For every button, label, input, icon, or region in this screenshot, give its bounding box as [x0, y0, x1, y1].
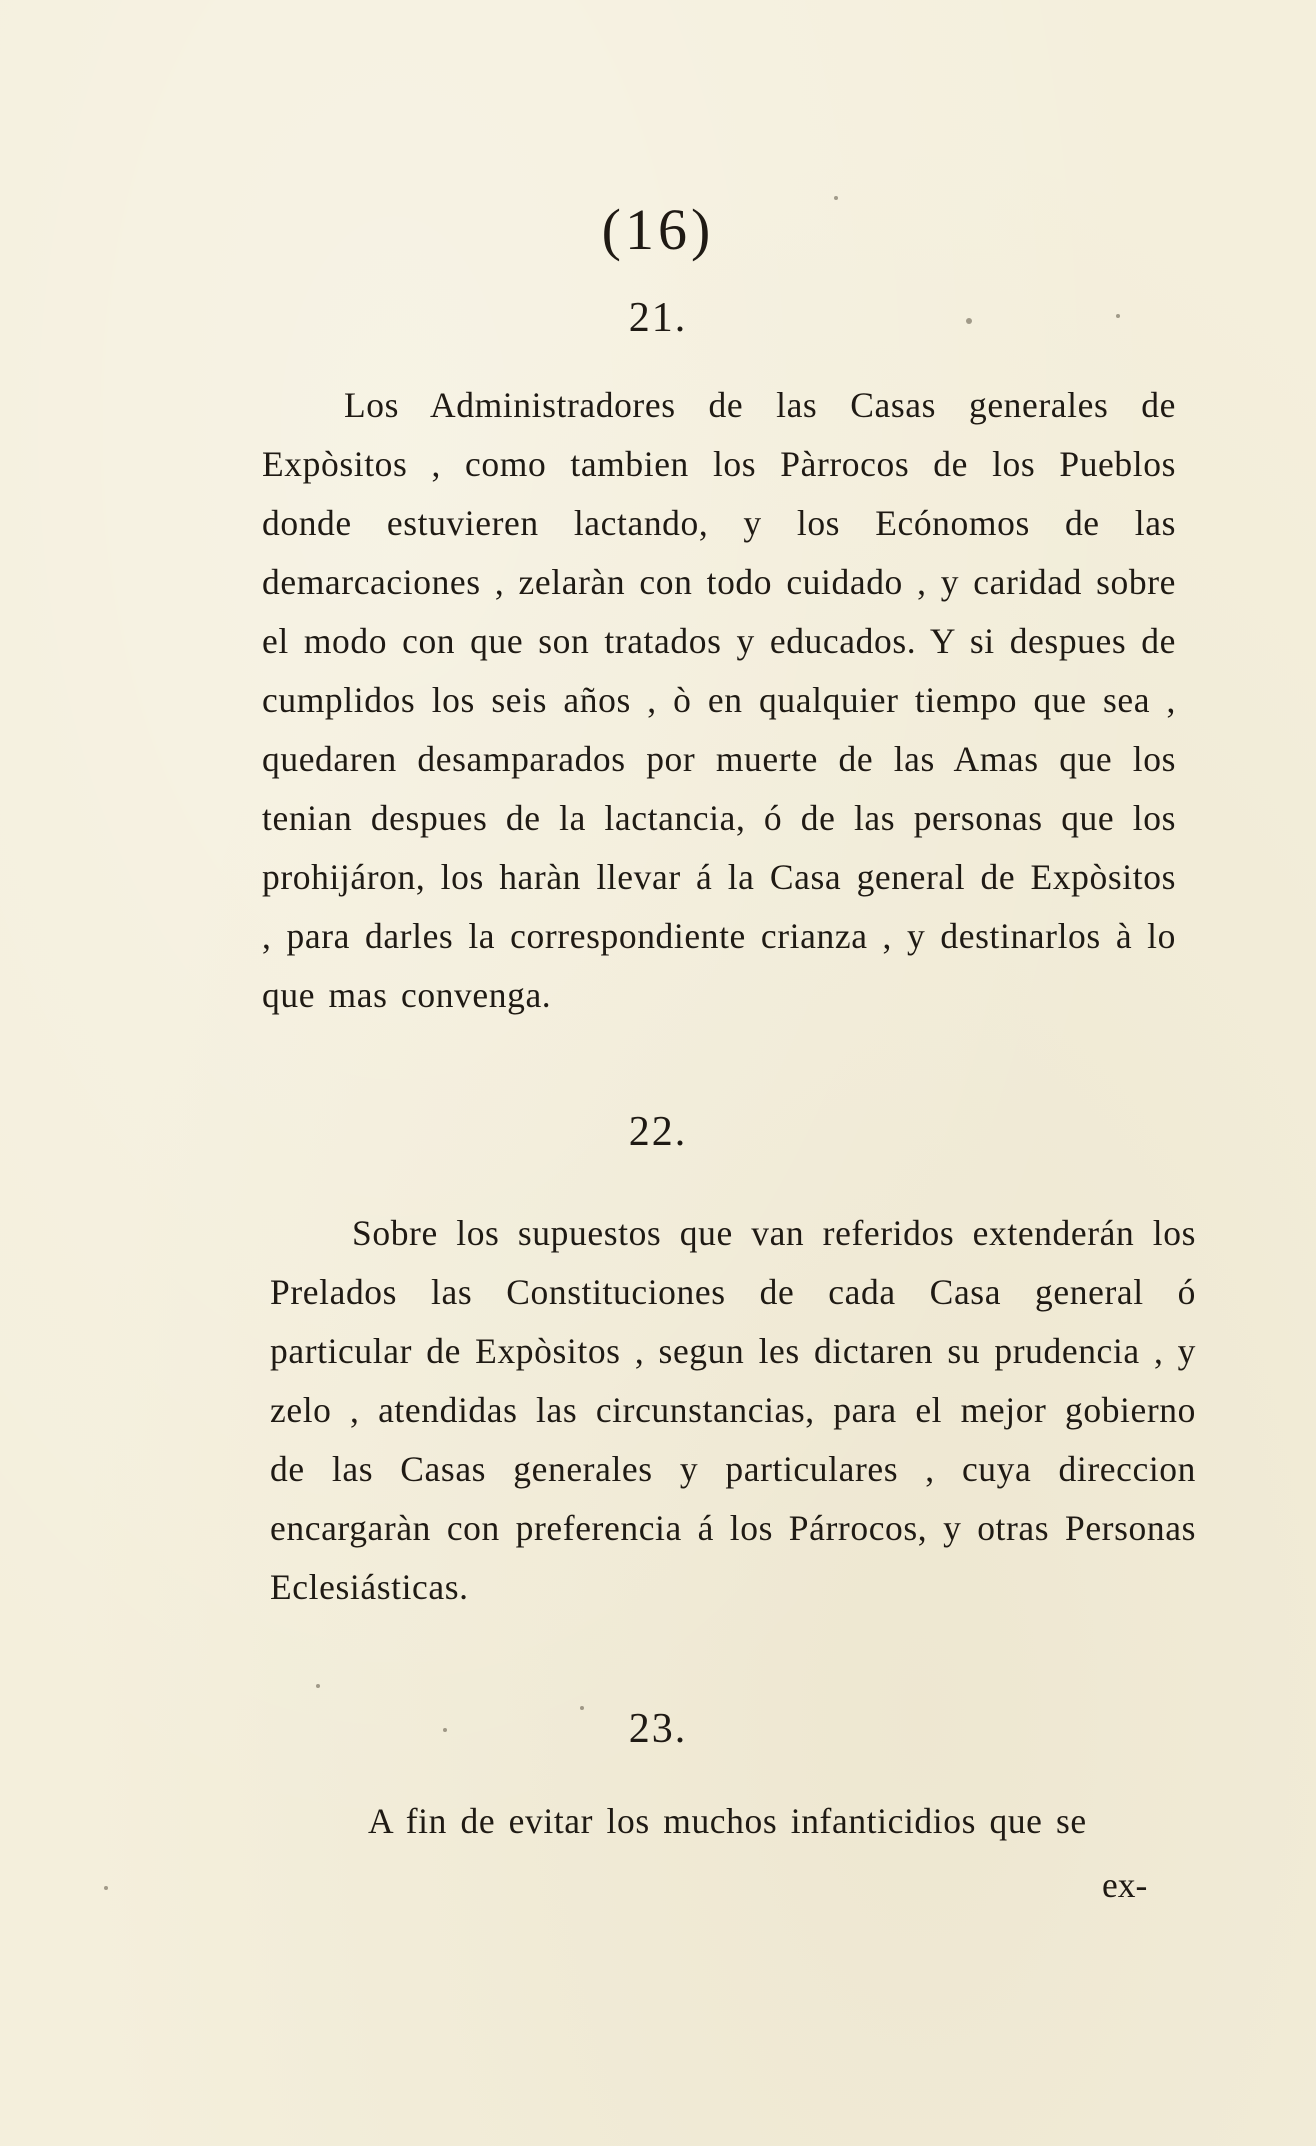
- paper-speck: [834, 196, 838, 200]
- catchword: ex-: [1102, 1865, 1148, 1905]
- paper-speck: [580, 1706, 584, 1710]
- paper-speck: [966, 318, 972, 324]
- page-number: (16): [601, 197, 715, 262]
- paper-speck: [104, 1886, 108, 1890]
- paper-speck: [443, 1728, 447, 1732]
- section-number-23: 23.: [628, 1706, 688, 1752]
- paper-speck: [1116, 314, 1120, 318]
- section-23-paragraph: A fin de evitar los muchos infanticidios que se: [368, 1801, 1087, 1841]
- paper-speck: [316, 1684, 320, 1688]
- section-21-paragraph: Los Administradores de las Casas generales de Expòsitos , como tambien los Pàrrocos de los Pueblos donde estuvieren lactando, y los Ecónomos de las demarcaciones , zelaràn con todo cuidado , y caridad sobre el modo con que son tratados y educados. Y si despues de cumplidos los seis años , ò en qualquier tiempo que sea , quedaren desamparados por muerte de las Amas que los tenian despues de la lactancia, ó de las personas que los prohijáron, los haràn llevar á la Casa general de Expòsitos , para darles la correspondiente crianza , y destinarlos à lo que mas convenga.: [262, 385, 1176, 1015]
- section-number-22: 22.: [628, 1109, 688, 1155]
- section-number-21: 21.: [628, 295, 688, 341]
- section-22-paragraph: Sobre los supuestos que van referidos extenderán los Prelados las Constituciones de cada Casa general ó particular de Expòsitos , segun les dictaren su prudencia , y zelo , atendidas las circunstancias, para el mejor gobierno de las Casas generales y particulares , cuya direccion encargaràn con preferencia á los Párrocos, y otras Personas Eclesiásticas.: [270, 1213, 1196, 1607]
